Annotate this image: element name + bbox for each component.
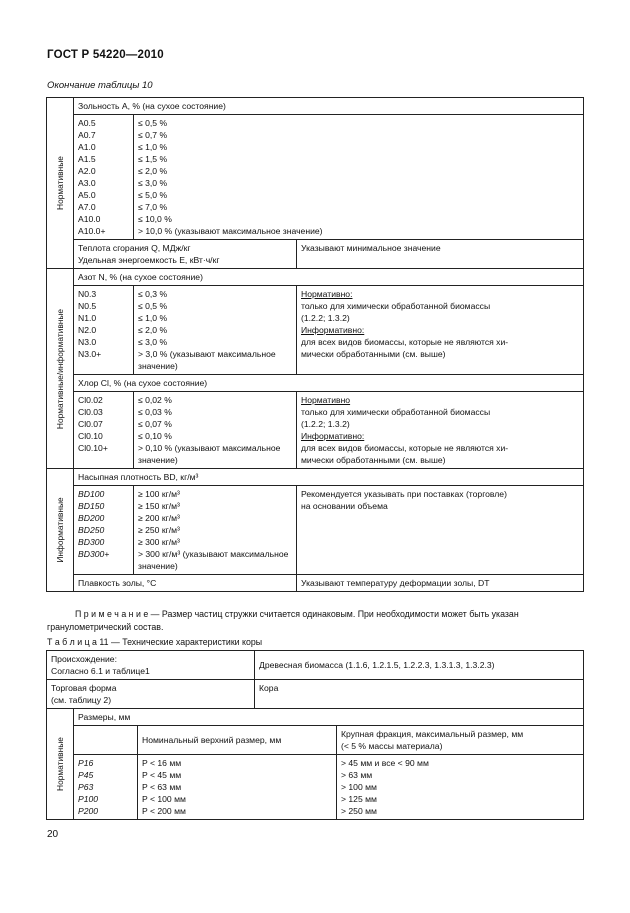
side-label-normative: Нормативные <box>47 98 74 269</box>
size-codes: P16 P45 P63 P100 P200 <box>74 755 138 820</box>
nitrogen-remark: Нормативно: только для химически обработанной биомассы (1.2.2; 1.3.2) Информативно: для всех видов биомассы, которые не являются хи- мически обработанными (см. выше) <box>297 286 584 375</box>
table-note: П р и м е ч а н и е — Размер частиц стружки считается одинаковым. При необходимости может быть указан гранулометрический состав. <box>47 609 519 632</box>
chlorine-title: Хлор Cl, % (на сухое состояние) <box>74 375 584 392</box>
table-10 <box>46 97 584 592</box>
size-coarse: > 45 мм и все < 90 мм > 63 мм > 100 мм > 125 мм > 250 мм <box>337 755 584 820</box>
chlorine-codes: Cl0.02 Cl0.03 Cl0.07 Cl0.10 Cl0.10+ <box>74 392 134 469</box>
side-label-normative-t11: Нормативные <box>47 709 74 820</box>
nitrogen-codes: N0.3 N0.5 N1.0 N2.0 N3.0 N3.0+ <box>74 286 134 375</box>
document-header: ГОСТ Р 54220—2010 <box>47 49 164 61</box>
col-nominal: Номинальный верхний размер, мм <box>138 726 337 755</box>
sizes-title: Размеры, мм <box>74 709 584 726</box>
nitrogen-values: ≤ 0,3 % ≤ 0,5 % ≤ 1,0 % ≤ 2,0 % ≤ 3,0 % > 3,0 % (указывают максимальное значение) <box>134 286 297 375</box>
chlorine-values: ≤ 0,02 % ≤ 0,03 % ≤ 0,07 % ≤ 0,10 % > 0,10 % (указывают максимальное значение) <box>134 392 297 469</box>
table-11-caption: Т а б л и ц а 11 — Технические характеристики коры <box>47 637 263 647</box>
density-values: ≥ 100 кг/м³ ≥ 150 кг/м³ ≥ 200 кг/м³ ≥ 250 кг/м³ ≥ 300 кг/м³ > 300 кг/м³ (указывают максимальное значение) <box>134 486 297 575</box>
density-title: Насыпная плотность BD, кг/м³ <box>74 469 584 486</box>
form-value: Кора <box>255 680 584 709</box>
melting-title: Плавкость золы, °С <box>74 575 297 592</box>
form-label: Торговая форма (см. таблицу 2) <box>47 680 255 709</box>
ash-codes: A0.5 A0.7 A1.0 A1.5 A2.0 A3.0 A5.0 A7.0 A10.0 A10.0+ <box>74 115 134 240</box>
chlorine-remark: Нормативно только для химически обработанной биомассы (1.2.2; 1.3.2) Информативно: для всех видов биомассы, которые не являются хи- мически обработанными (см. выше) <box>297 392 584 469</box>
origin-value: Древесная биомасса (1.1.6, 1.2.1.5, 1.2.2.3, 1.3.1.3, 1.3.2.3) <box>255 651 584 680</box>
ash-values: ≤ 0,5 % ≤ 0,7 % ≤ 1,0 % ≤ 1,5 % ≤ 2,0 % ≤ 3,0 % ≤ 5,0 % ≤ 7,0 % ≤ 10,0 % > 10,0 % (указывают максимальное значение) <box>134 115 584 240</box>
table-caption: Окончание таблицы 10 <box>47 80 153 91</box>
side-label-informative: Информативные <box>47 469 74 592</box>
density-codes: BD100 BD150 BD200 BD250 BD300 BD300+ <box>74 486 134 575</box>
col-coarse: Крупная фракция, максимальный размер, мм (< 5 % массы материала) <box>337 726 584 755</box>
nitrogen-title: Азот N, % (на сухое состояние) <box>74 269 584 286</box>
page-number: 20 <box>47 829 59 840</box>
table-11 <box>46 650 584 820</box>
ash-title: Зольность A, % (на сухое состояние) <box>74 98 584 115</box>
size-nominal: P < 16 мм P < 45 мм P < 63 мм P < 100 мм P < 200 мм <box>138 755 337 820</box>
origin-label: Происхождение: Согласно 6.1 и таблице1 <box>47 651 255 680</box>
side-label-norm-inf: Нормативные/информативные <box>47 269 74 469</box>
heat-note: Указывают минимальное значение <box>297 240 584 269</box>
density-remark: Рекомендуется указывать при поставках (торговле) на основании объема <box>297 486 584 575</box>
heat-label: Теплота сгорания Q, МДж/кг Удельная энергоемкость E, кВт·ч/кг <box>74 240 297 269</box>
sizes-blank <box>74 726 138 755</box>
melting-remark: Указывают температуру деформации золы, DT <box>297 575 584 592</box>
